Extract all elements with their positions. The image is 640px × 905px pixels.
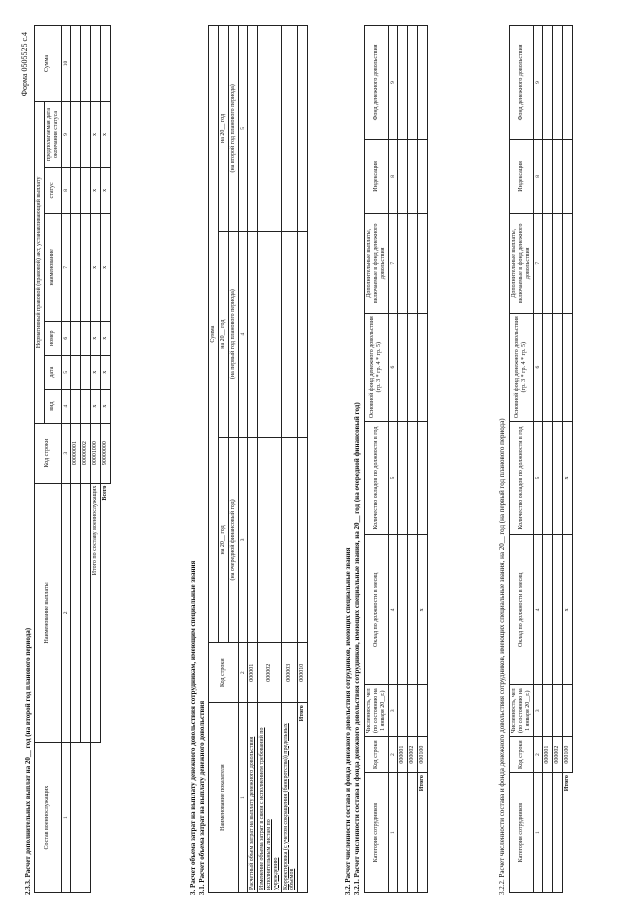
col-num: 2 [238, 643, 247, 703]
hdr-normative-act: Нормативный правовой (правовой) акт, устанавливающий выплату [35, 101, 45, 423]
hdr-headcount: Численность, чел (по состоянию на 1 января 20__г.) [510, 685, 534, 737]
x-mark: x [90, 101, 100, 167]
x-mark: x [417, 535, 427, 685]
col-num: 1 [533, 773, 542, 893]
row-label: Расчетный объем затрат на выплату денежного довольствия [247, 703, 257, 893]
table-233 [34, 25, 111, 893]
hdr-salaries-count: Количество окладов по должности в год [510, 421, 534, 535]
col-num: 4 [238, 231, 247, 437]
x-mark: x [100, 167, 110, 213]
form-code: Форма 0505525 с.4 [20, 32, 29, 97]
table-row [70, 26, 80, 893]
col-num: 4 [533, 535, 542, 685]
total-label: Всего [101, 485, 108, 501]
x-mark: x [100, 101, 110, 167]
row-label-extra: учреждению [272, 857, 279, 890]
hdr-line-code: Код строки [35, 423, 62, 483]
hdr-sum: Сумма [209, 26, 219, 643]
hdr-salaries-count: Количество окладов по должности в год [365, 421, 389, 535]
x-mark: x [562, 421, 572, 535]
hdr-code: Код строки [365, 737, 389, 773]
section-321-title: 3.2.1. Расчет численности состава и фонда денежного довольствия сотрудников, имеющих специальные звания, на 20__ год (на очередной финансовый год) [353, 402, 361, 895]
hdr-additional: Дополнительные выплаты, включаемые в фонд денежного довольствия [510, 213, 534, 313]
col-num: 3 [238, 437, 247, 643]
table-row-total [298, 26, 308, 893]
hdr-year2-sub: (на второй год планового периода) [228, 26, 238, 232]
col-num: 2 [61, 483, 70, 743]
row-code: 000002 [552, 737, 562, 773]
table-322 [509, 25, 573, 893]
row-code: 000001 [542, 737, 552, 773]
hdr-fund: Основной фонд денежного довольствия (гр. 3 * гр. 4 * гр. 5) [510, 313, 534, 421]
hdr-total-fund: Фонд денежного довольствия [365, 26, 389, 140]
hdr-salary: Оклад по должности в месяц [510, 535, 534, 685]
col-num: 9 [388, 26, 397, 140]
col-num: 8 [388, 139, 397, 213]
hdr-line-code: Код строки [209, 643, 239, 703]
col-num: 7 [61, 213, 70, 321]
section-322-title: 3.2.2. Расчет численности состава и фонда денежного довольствия сотрудников, имеющих специальные звания, на 20__ год (на первый год планового периода) [498, 418, 506, 895]
table-row-total [562, 26, 572, 893]
total-label: Итого [298, 703, 308, 893]
hdr-year0: на 20__ год [218, 437, 228, 643]
table-row [542, 26, 552, 893]
hdr-salary: Оклад по должности в месяц [365, 535, 389, 685]
row-label [257, 703, 281, 893]
hdr-category: Категория сотрудников [510, 773, 534, 893]
x-mark: x [100, 389, 110, 423]
col-num: 6 [533, 313, 542, 421]
table-row-total-staff [90, 26, 100, 893]
col-num: 3 [533, 685, 542, 737]
col-num: 9 [61, 101, 70, 167]
hdr-year2: на 20__ год [218, 26, 228, 232]
row-label-text: Изменение объема затрат в связи с исполнением требований по исполнительным листам по [258, 727, 272, 890]
table-row [257, 26, 281, 893]
hdr-fund: Основной фонд денежного довольствия (гр. 3 * гр. 4 * гр. 5) [365, 313, 389, 421]
col-num: 6 [388, 313, 397, 421]
row-code: 00000001 [70, 423, 80, 483]
row-code: 000001 [397, 737, 407, 773]
hdr-end-date: предполагаемая дата окончания статуса [44, 101, 61, 167]
col-num: 9 [533, 26, 542, 140]
table-row [552, 26, 562, 893]
col-num: 8 [61, 167, 70, 213]
row-code: 000003 [281, 643, 298, 703]
col-num: 1 [238, 703, 247, 893]
x-mark: x [90, 355, 100, 389]
hdr-amount: Сумма [35, 26, 62, 102]
table-row-total [417, 26, 427, 893]
hdr-year1: на 20__ год [218, 231, 228, 437]
hdr-indexation: Индексация [365, 139, 389, 213]
hdr-date: дата [44, 355, 61, 389]
hdr-category: Категория сотрудников [365, 773, 389, 893]
col-num: 10 [61, 26, 70, 102]
col-num: 4 [61, 389, 70, 423]
hdr-type: вид [44, 389, 61, 423]
col-num: 4 [388, 535, 397, 685]
hdr-number: номер [44, 321, 61, 355]
total-code: 90000000 [100, 423, 110, 483]
col-num: 1 [388, 773, 397, 893]
table-row-total [100, 26, 110, 893]
col-num: 3 [61, 423, 70, 483]
col-num: 5 [61, 355, 70, 389]
x-mark: x [90, 167, 100, 213]
hdr-headcount: Численность, чел (по состоянию на 1 января 20__г.) [365, 685, 389, 737]
table-row [407, 26, 417, 893]
total-code: 000100 [562, 737, 572, 773]
table-row [247, 26, 257, 893]
total-label: Итого [417, 773, 427, 893]
table-row [281, 26, 298, 893]
x-mark: x [562, 535, 572, 685]
x-mark: x [90, 389, 100, 423]
col-num: 2 [533, 737, 542, 773]
x-mark: x [100, 355, 110, 389]
section-31-title: 3.1. Расчет объема затрат на выплату денежного довольствия [198, 700, 206, 895]
row-label: Корректировка (с учетом сокращения (банкротства)) предельных объемов [281, 703, 298, 893]
col-num: 5 [533, 421, 542, 535]
table-321 [364, 25, 428, 893]
row-code: 000002 [257, 643, 281, 703]
col-num: 1 [61, 743, 70, 893]
hdr-status: статус [44, 167, 61, 213]
total-staff-code: 00001000 [90, 423, 100, 483]
table-31 [208, 25, 308, 893]
col-num: 8 [533, 139, 542, 213]
section-233-title: 2.3.3. Расчет дополнительных выплат на 20__ год (на второй год планового периода) [24, 627, 32, 895]
row-code: 000001 [247, 643, 257, 703]
col-num: 7 [388, 213, 397, 313]
row-code: 00000002 [80, 423, 90, 483]
hdr-year1-sub: (на первый год планового периода) [228, 231, 238, 437]
hdr-code: Код строки [510, 737, 534, 773]
total-label: Итого [564, 775, 571, 792]
hdr-additional: Дополнительные выплаты, включаемые в фонд денежного довольствия [365, 213, 389, 313]
total-code: 000100 [417, 737, 427, 773]
hdr-staff-composition: Состав военнослужащих [35, 743, 62, 893]
hdr-year0-sub: (на очередной финансовый год) [228, 437, 238, 643]
col-num: 5 [238, 26, 247, 232]
x-mark: x [90, 213, 100, 321]
section-3-title: 3. Расчет объема затрат на выплату денежного довольствия сотрудникам, имеющим специальные звания [189, 560, 197, 895]
col-num: 5 [388, 421, 397, 535]
x-mark: x [90, 321, 100, 355]
hdr-indexation: Индексация [510, 139, 534, 213]
hdr-total-fund: Фонд денежного довольствия [510, 26, 534, 140]
col-num: 3 [388, 685, 397, 737]
col-num: 7 [533, 213, 542, 313]
x-mark: x [100, 321, 110, 355]
total-staff-label: Итого по составу военнослужащих [90, 483, 100, 743]
x-mark: x [100, 213, 110, 321]
total-code: 000010 [298, 643, 308, 703]
hdr-payment-name: Наименование выплаты [35, 483, 62, 743]
col-num: 6 [61, 321, 70, 355]
hdr-name: наименование [44, 213, 61, 321]
hdr-indicator: Наименование показателя [209, 703, 239, 893]
table-row [397, 26, 407, 893]
section-32-title: 3.2. Расчет численности состава и фонда денежного довольствия сотрудников, имеющих специальные звания [344, 547, 352, 895]
row-code: 000002 [407, 737, 417, 773]
col-num: 2 [388, 737, 397, 773]
